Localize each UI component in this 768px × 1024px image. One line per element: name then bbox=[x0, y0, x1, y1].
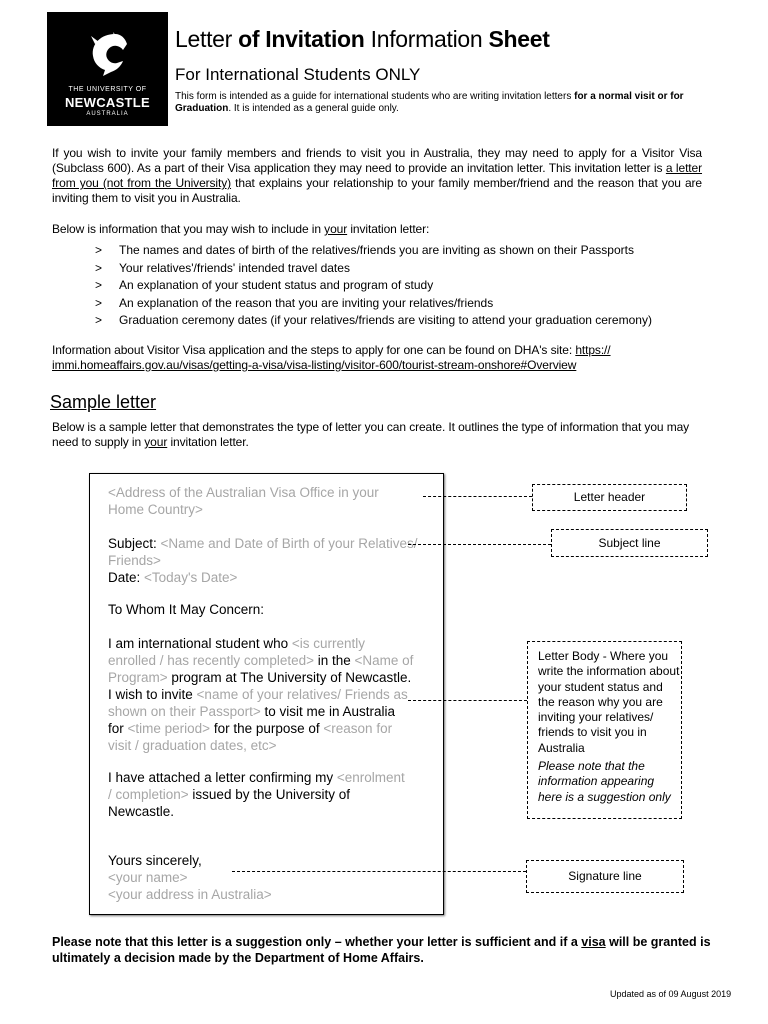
letter-salutation: To Whom It May Concern: bbox=[108, 602, 265, 617]
signature-leader-line bbox=[232, 871, 526, 872]
disclaimer-underlined: visa bbox=[581, 935, 606, 949]
letter-body-paragraph-1 bbox=[108, 635, 414, 754]
note-text: This form is intended as a guide for international students who are writing invitation letters bbox=[175, 91, 575, 102]
callout-letter-header: Letter header bbox=[532, 484, 687, 511]
updated-date: Updated as of 09 August 2019 bbox=[610, 989, 732, 999]
list-item bbox=[95, 260, 695, 278]
page-title bbox=[175, 26, 550, 53]
callout-signature-line: Signature line bbox=[526, 860, 684, 893]
disclaimer-text: will be granted is ultimately a decision made by the Department of Home Affairs. bbox=[52, 935, 711, 965]
list-item bbox=[95, 295, 695, 313]
title-part: Letter bbox=[175, 26, 239, 52]
body-text: in the bbox=[314, 653, 355, 668]
list-item-text: The names and dates of birth of the relatives/friends you are inviting as shown on their Passports bbox=[119, 243, 634, 257]
sample-intro bbox=[52, 420, 702, 450]
sample-letter-heading: Sample letter bbox=[50, 392, 157, 412]
below-text: Below is information that you may wish to include in bbox=[52, 222, 325, 236]
logo-line-3: AUSTRALIA bbox=[86, 111, 129, 117]
intro-paragraph bbox=[52, 146, 702, 206]
list-item-text: An explanation of your student status and program of study bbox=[119, 278, 434, 292]
logo-line-1: THE UNIVERSITY OF bbox=[68, 86, 147, 93]
closing-text: Yours sincerely, bbox=[108, 853, 202, 868]
body-text: I am international student who bbox=[108, 636, 292, 651]
sample-intro-underlined: your bbox=[144, 435, 168, 449]
university-logo bbox=[47, 12, 168, 126]
letter-body-paragraph-2 bbox=[108, 769, 408, 820]
dha-link[interactable]: https:// immi.homeaffairs.gov.au/visas/getting-a-visa/visa-listing/visitor-600/tourist-stream-onshore#Overview bbox=[52, 343, 611, 372]
title-part: Sheet bbox=[488, 26, 550, 52]
body-text: I have attached a letter confirming my bbox=[108, 770, 337, 785]
list-item-text: Your relatives'/friends' intended travel dates bbox=[119, 260, 350, 275]
body-placeholder: <is currently enrolled / has recently completed> bbox=[108, 636, 366, 668]
below-underlined: your bbox=[324, 222, 348, 236]
name-placeholder: <your name> bbox=[108, 870, 188, 885]
title-part: of Invitation bbox=[238, 26, 365, 52]
date-label: Date: bbox=[108, 570, 145, 585]
body-text: for the purpose of bbox=[210, 721, 324, 736]
date-placeholder: <Today's Date> bbox=[144, 570, 238, 585]
note-bold: for a normal visit or for Graduation bbox=[175, 91, 684, 114]
logo-line-2: NEWCASTLE bbox=[64, 95, 151, 110]
header-leader-line bbox=[423, 496, 532, 497]
letter-address bbox=[108, 484, 418, 518]
body-leader-line bbox=[408, 700, 527, 701]
intro-underlined: a letter from you (not from the University) bbox=[52, 161, 703, 190]
list-item-text: Graduation ceremony dates (if your relatives/friends are visiting to attend your graduation ceremony) bbox=[119, 313, 652, 327]
arrow-bullet-icon: > bbox=[95, 295, 103, 310]
letter-date bbox=[108, 569, 418, 586]
body-placeholder: <reason for visit / graduation dates, etc> bbox=[108, 721, 393, 753]
dha-text: Information about Visitor Visa application and the steps to apply for one can be found on DHA's site: bbox=[52, 343, 576, 357]
list-item bbox=[95, 242, 695, 260]
list-item-text: An explanation of the reason that you are inviting your relatives/friends bbox=[119, 295, 494, 310]
body-text: to visit me in Australia for bbox=[108, 704, 396, 736]
body-placeholder: <name of your relatives/ Friends as shown on their Passport> bbox=[108, 687, 408, 719]
arrow-bullet-icon: > bbox=[95, 313, 103, 327]
dragon-emblem-icon bbox=[85, 30, 129, 80]
address-placeholder: <Address of the Australian Visa Office in your Home Country> bbox=[108, 485, 379, 517]
arrow-bullet-icon: > bbox=[95, 278, 103, 292]
address-au-placeholder: <your address in Australia> bbox=[108, 887, 272, 902]
callout-letter-body bbox=[527, 641, 682, 819]
body-placeholder: <time period> bbox=[127, 721, 211, 736]
letter-subject bbox=[108, 535, 418, 569]
callout-body-text: Letter Body - Where you write the information about your student status and the reason why you are inviting your relatives/ friends to visit you in Australia bbox=[538, 649, 680, 755]
sample-intro-text: invitation letter. bbox=[167, 435, 249, 449]
callout-body-note: Please note that the information appearing here is a suggestion only bbox=[538, 759, 671, 804]
body-text: issued by the University of Newcastle. bbox=[108, 787, 350, 819]
include-heading bbox=[52, 222, 702, 237]
arrow-bullet-icon: > bbox=[95, 260, 103, 275]
subject-placeholder: <Name and Date of Birth of your Relatives/ Friends> bbox=[108, 536, 418, 568]
intro-text: that explains your relationship to your family member/friend and the reason that you are inviting them to visit you in Australia. bbox=[52, 176, 703, 205]
arrow-bullet-icon: > bbox=[95, 243, 103, 257]
letter-signature bbox=[108, 852, 418, 903]
disclaimer-text: Please note that this letter is a suggestion only – whether your letter is sufficient and if a bbox=[52, 935, 582, 949]
dha-info bbox=[52, 343, 702, 373]
subject-leader-line bbox=[408, 544, 551, 545]
subject-label: Subject: bbox=[108, 536, 161, 551]
header-note bbox=[175, 91, 715, 115]
body-text: program at The University of Newcastle. I wish to invite bbox=[108, 670, 412, 702]
note-text: . It is intended as a general guide only. bbox=[228, 103, 399, 114]
callout-subject-line: Subject line bbox=[551, 529, 708, 557]
disclaimer-note bbox=[52, 934, 732, 966]
below-text: invitation letter: bbox=[347, 222, 430, 236]
body-placeholder: <enrolment / completion> bbox=[108, 770, 405, 802]
page-subtitle: For International Students ONLY bbox=[175, 65, 421, 84]
title-part: Information bbox=[364, 26, 489, 52]
list-item bbox=[95, 312, 695, 330]
body-placeholder: <Name of Program> bbox=[108, 653, 414, 685]
include-list bbox=[95, 242, 695, 330]
list-item bbox=[95, 277, 695, 295]
sample-intro-text: Below is a sample letter that demonstrates the type of letter you can create. It outlines the type of information that you may need to supply in bbox=[52, 420, 690, 449]
intro-text: If you wish to invite your family members and friends to visit you in Australia, they may need to apply for a Visitor Visa (Subclass 600). As a part of their Visa application they may need to provide an invitation letter. This invitation letter is bbox=[52, 146, 702, 175]
